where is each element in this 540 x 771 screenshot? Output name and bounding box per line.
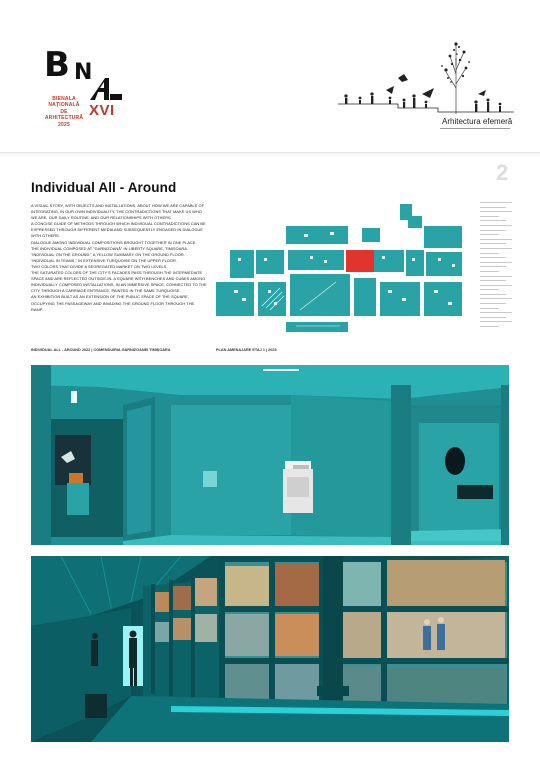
legend-line <box>480 312 512 313</box>
legend-line <box>480 257 506 258</box>
legend-line <box>480 321 512 322</box>
legend-line <box>480 276 512 277</box>
ephemeral-architecture-title: Arhitectura efemeră <box>442 117 513 126</box>
legend-line <box>480 225 512 226</box>
arcade-corridor-windows-photo <box>31 556 509 742</box>
turquoise-gallery-rooms-photo <box>31 365 509 545</box>
description-paragraph: A VISUAL STORY, WITH OBJECTS AND INSTALLATIONS, ABOUT HOW WE ARE CAPABLE OF INTEGRATING, IN OUR OWN INDIVIDUALITY, THE CONTRADICTIONS THAT MAKE US WHO WE ARE, OUR DAILY ROUTINE, AND OUR RELATIONSHIPS WITH OTHERS. <box>31 203 205 221</box>
description-paragraph: THE SATURATED COLORS OF THE CITY'S FACADES PASS THROUGH THE INTERMEDIATE SPACE AND ARE REFLECTED OUTSIDE-IN. A SQUARE WITH BENCHES AND CUBES AMONG INDIVIDUALLY COMPOSED INSTALLATIONS, IN AN IMMERSIVE SPACE, CONNECTED TO THE CITY THROUGH A CARRIAGE ENTRANCE, PAINTED IN THE SAME TURQUOISE. <box>31 270 207 294</box>
title-underline <box>440 128 510 129</box>
legend-line <box>480 285 512 286</box>
legend-line <box>480 262 512 263</box>
floor-plan <box>212 198 474 336</box>
legend-line <box>480 266 506 267</box>
description-paragraph: A CONCISE GUIDE OF METHODS THROUGH WHICH INDIVIDUAL CONTRADICTIONS CAN BE EXPRESSED THROUGH DIFFERENT MEDIA AND SUBSEQUENTLY ENGAGED IN DIALOGUE WITH OTHERS. <box>31 221 206 239</box>
project-description <box>31 203 207 313</box>
legend-line <box>480 207 506 208</box>
legend-line <box>480 234 499 235</box>
legend-line <box>480 202 512 203</box>
legend-line <box>480 253 499 254</box>
logo-edition: XVI <box>89 102 115 119</box>
sheet-divider-shadow <box>0 153 540 157</box>
logo-letter-a-icon <box>88 76 122 102</box>
header <box>0 0 540 152</box>
description-paragraph: TWO COLORS THAT DIVIDE A SEGREGATED MARKET ON TWO LEVELS. <box>31 263 168 269</box>
legend-line <box>480 294 506 295</box>
legend-line <box>480 239 512 240</box>
legend-line <box>480 271 499 272</box>
description-paragraph: AN EXHIBITION BUILT AS AN EXTENSION OF THE PUBLIC SPACE OF THE SQUARE, OCCUPYING THE PASSAGEWAY AND INVADING THE GROUND FLOOR THROUGH THE RAMP. <box>31 294 195 312</box>
legend-line <box>480 220 506 221</box>
legend-line <box>480 303 506 304</box>
legend-line <box>480 280 506 281</box>
logo-letter-b: B <box>44 45 70 85</box>
legend-line <box>480 243 506 244</box>
logo-line: NAȚIONALĂ <box>48 102 80 109</box>
logo-line: BIENALA <box>52 96 76 102</box>
logo-letter-n: N <box>74 60 93 85</box>
plan-legend <box>480 202 512 332</box>
description-paragraph: THE INDIVIDUAL COMPOSED AT "GARNIZOANĂ" IN LIBERTY SQUARE, TIMIȘOARA. "INDIVIDUAL ON THE GROUND," A YELLOW SUMMARY ON THE GROUND FLOOR. "INDIVIDUAL IN TEAMS," IN EXTENSIVE TURQUOISE ON THE UPPER FLOOR. <box>31 245 189 263</box>
plan-caption: PLAN AMENAJARE ETAJ 1 | 2025 <box>216 348 277 352</box>
legend-line <box>480 289 499 290</box>
legend-line <box>480 248 512 249</box>
legend-line <box>480 211 512 212</box>
description-paragraph: DIALOGUE AMONG INDIVIDUAL COMPOSITIONS BROUGHT TOGETHER IN ONE PLACE. <box>31 239 197 245</box>
page-title: Individual All - Around <box>31 180 177 195</box>
project-caption: INDIVIDUAL ALL - AROUND 2022 | COMENDUIRIA GARNIZOANEI TIMIȘOARA <box>31 348 171 352</box>
logo-line: DE <box>60 108 68 115</box>
legend-line <box>480 230 506 231</box>
highlighted-room <box>346 250 374 272</box>
bna-logo <box>42 42 122 142</box>
legend-line <box>480 216 499 217</box>
ephemeral-architecture-illustration <box>338 38 514 116</box>
logo-text <box>42 96 86 128</box>
legend-line <box>480 326 499 327</box>
legend-line <box>480 317 506 318</box>
logo-year: 2025 <box>58 121 70 128</box>
page-number: 2 <box>496 160 509 185</box>
logo-line: ARHITECTURĂ <box>44 115 84 122</box>
legend-line <box>480 308 499 309</box>
legend-line <box>480 298 512 299</box>
